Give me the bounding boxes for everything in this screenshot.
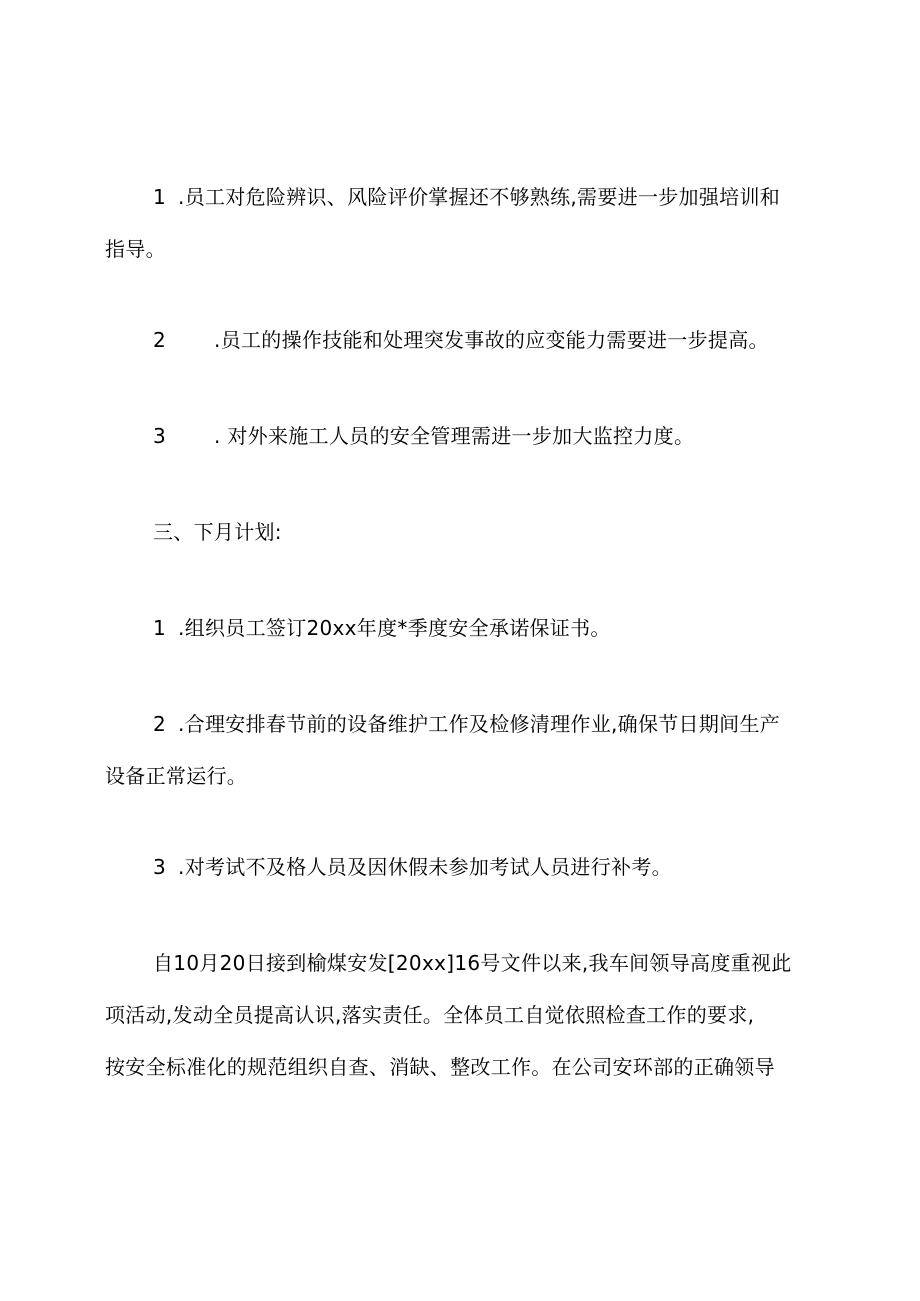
plan-number: 3 (153, 855, 167, 879)
issue-number: 2 (153, 328, 167, 352)
issue-text: . 对外来施工人员的安全管理需进一步加大监控力度。 (214, 424, 695, 448)
closing-paragraph (105, 937, 823, 1093)
issue-number: 3 (153, 424, 167, 448)
plan-item-1 (105, 602, 823, 654)
issue-text: .员工的操作技能和处理突发事故的应变能力需要进一步提高。 (214, 328, 769, 352)
plan-text-continuation: 设备正常运行。 (105, 764, 248, 788)
issue-text-continuation: 指导。 (105, 237, 166, 261)
issue-number: 1 (153, 185, 167, 209)
issue-item-3 (105, 410, 823, 462)
issue-item-2 (105, 314, 823, 366)
closing-line-3: 按安全标准化的规范组织自查、消缺、整改工作。在公司安环部的正确领导 (105, 1055, 775, 1079)
plan-text: .组织员工签订20xx年度*季度安全承诺保证书。 (178, 616, 611, 640)
plan-item-3 (105, 841, 823, 893)
plan-number: 1 (153, 616, 167, 640)
section-heading: 三、下月计划: (153, 520, 282, 544)
issue-item-1 (105, 171, 823, 275)
plan-text: .对考试不及格人员及因休假未参加考试人员进行补考。 (178, 855, 672, 879)
plan-item-2 (105, 698, 823, 802)
plan-number: 2 (153, 712, 167, 736)
closing-line-1: 自10月20日接到榆煤安发[20xx]16号文件以来,我车间领导高度重视此 (153, 951, 792, 975)
closing-line-2: 项活动,发动全员提高认识,落实责任。全体员工自觉依照检查工作的要求, (105, 1003, 755, 1027)
issue-text: .员工对危险辨识、风险评价掌握还不够熟练,需要进一步加强培训和 (178, 185, 781, 209)
plan-text: .合理安排春节前的设备维护工作及检修清理作业,确保节日期间生产 (178, 712, 781, 736)
